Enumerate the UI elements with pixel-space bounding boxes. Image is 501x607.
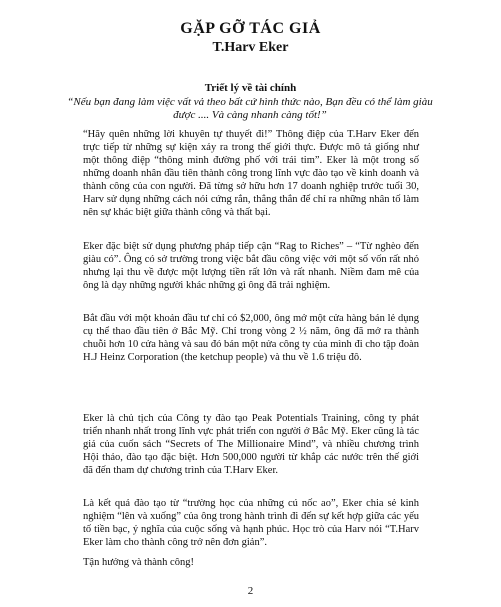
paragraph-rag-to-riches: Eker đặc biệt sử dụng phương pháp tiếp cận “Rag to Riches” – “Từ nghèo đến giàu có”. Ông có sở trường trong việc bắt đầu công việc với một số vốn rất nhỏ nhưng lại thu về được một lượng tiền rất lớn và rất nhanh. Niềm đam mê của ông là dạy những người khác những gì ông đã trải nghiệm.: [83, 241, 419, 291]
paragraph-first-store: Bắt đầu với một khoản đầu tư chỉ có $2,000, ông mở một cửa hàng bán lẻ dụng cụ thể thao đầu tiên ở Bắc Mỹ. Chỉ trong vòng 2 ½ năm, ông đã mở ra thành chuỗi hơn 10 cửa hàng và sau đó bán một nửa công ty của mình đi cho tập đoàn H.J Heinz Corporation (the ketchup people) và thu về 1.6 triệu đô.: [83, 313, 419, 363]
paragraph-peak-potentials: Eker là chủ tịch của Công ty đào tạo Peak Potentials Training, công ty phát triển nhanh nhất trong lĩnh vực phát triển con người ở Bắc Mỹ. Eker cũng là tác giả của cuốn sách “Secrets of The Millionaire Mind”, và nhiều chương trình Hội thảo, đào tạo đặc biệt. Hơn 500,000 người từ khắp các nước trên thế giới đã đến tham dự chương trình của T.Harv Eker.: [83, 413, 419, 476]
author-name: T.Harv Eker: [212, 40, 289, 55]
intro-quote: “Nếu bạn đang làm việc vất vả theo bất cứ hình thức nào, Bạn đều có thể làm giàu được .... Và càng nhanh càng tốt!”: [67, 96, 433, 121]
paragraph-closing: Tận hưởng và thành công!: [83, 557, 194, 568]
paragraph-intro: “Hãy quên những lời khuyên tự thuyết đi!” Thông điệp của T.Harv Eker đến trực tiếp từ những sự kiện xảy ra trong thế giới thực. Được mô tả giống như một thông điệp “thông minh đường phố với trái tim”. Eker là một trong số những doanh nhân đầu tiên thành công trong lĩnh vực đào tạo về kinh doanh và thành công của con người. Đã từng sở hữu hơn 17 doanh nghiệp trước tuổi 30, Harv sử dụng những cách nói cứng rắn, thẳng thắn để chỉ ra những nhân tố làm nên sự khác biệt giữa thành công và thất bại.: [83, 129, 419, 218]
page-number: 2: [247, 585, 254, 597]
section-heading: Triết lý về tài chính: [204, 82, 297, 94]
paragraph-school-of-hard-knocks: Là kết quả đào tạo từ “trường học của những cú nốc ao”, Eker chia sẻ kinh nghiệm “lên và xuống” của ông trong hành trình đi đến sự kết hợp giữa các yếu tố tiền bạc, ý nghĩa của cuộc sống và hạnh phúc. Học trò của Harv nói “T.Harv Eker làm cho thành công trở nên đơn giản”.: [83, 498, 419, 548]
page-title: GẶP GỠ TÁC GIẢ: [180, 20, 321, 37]
